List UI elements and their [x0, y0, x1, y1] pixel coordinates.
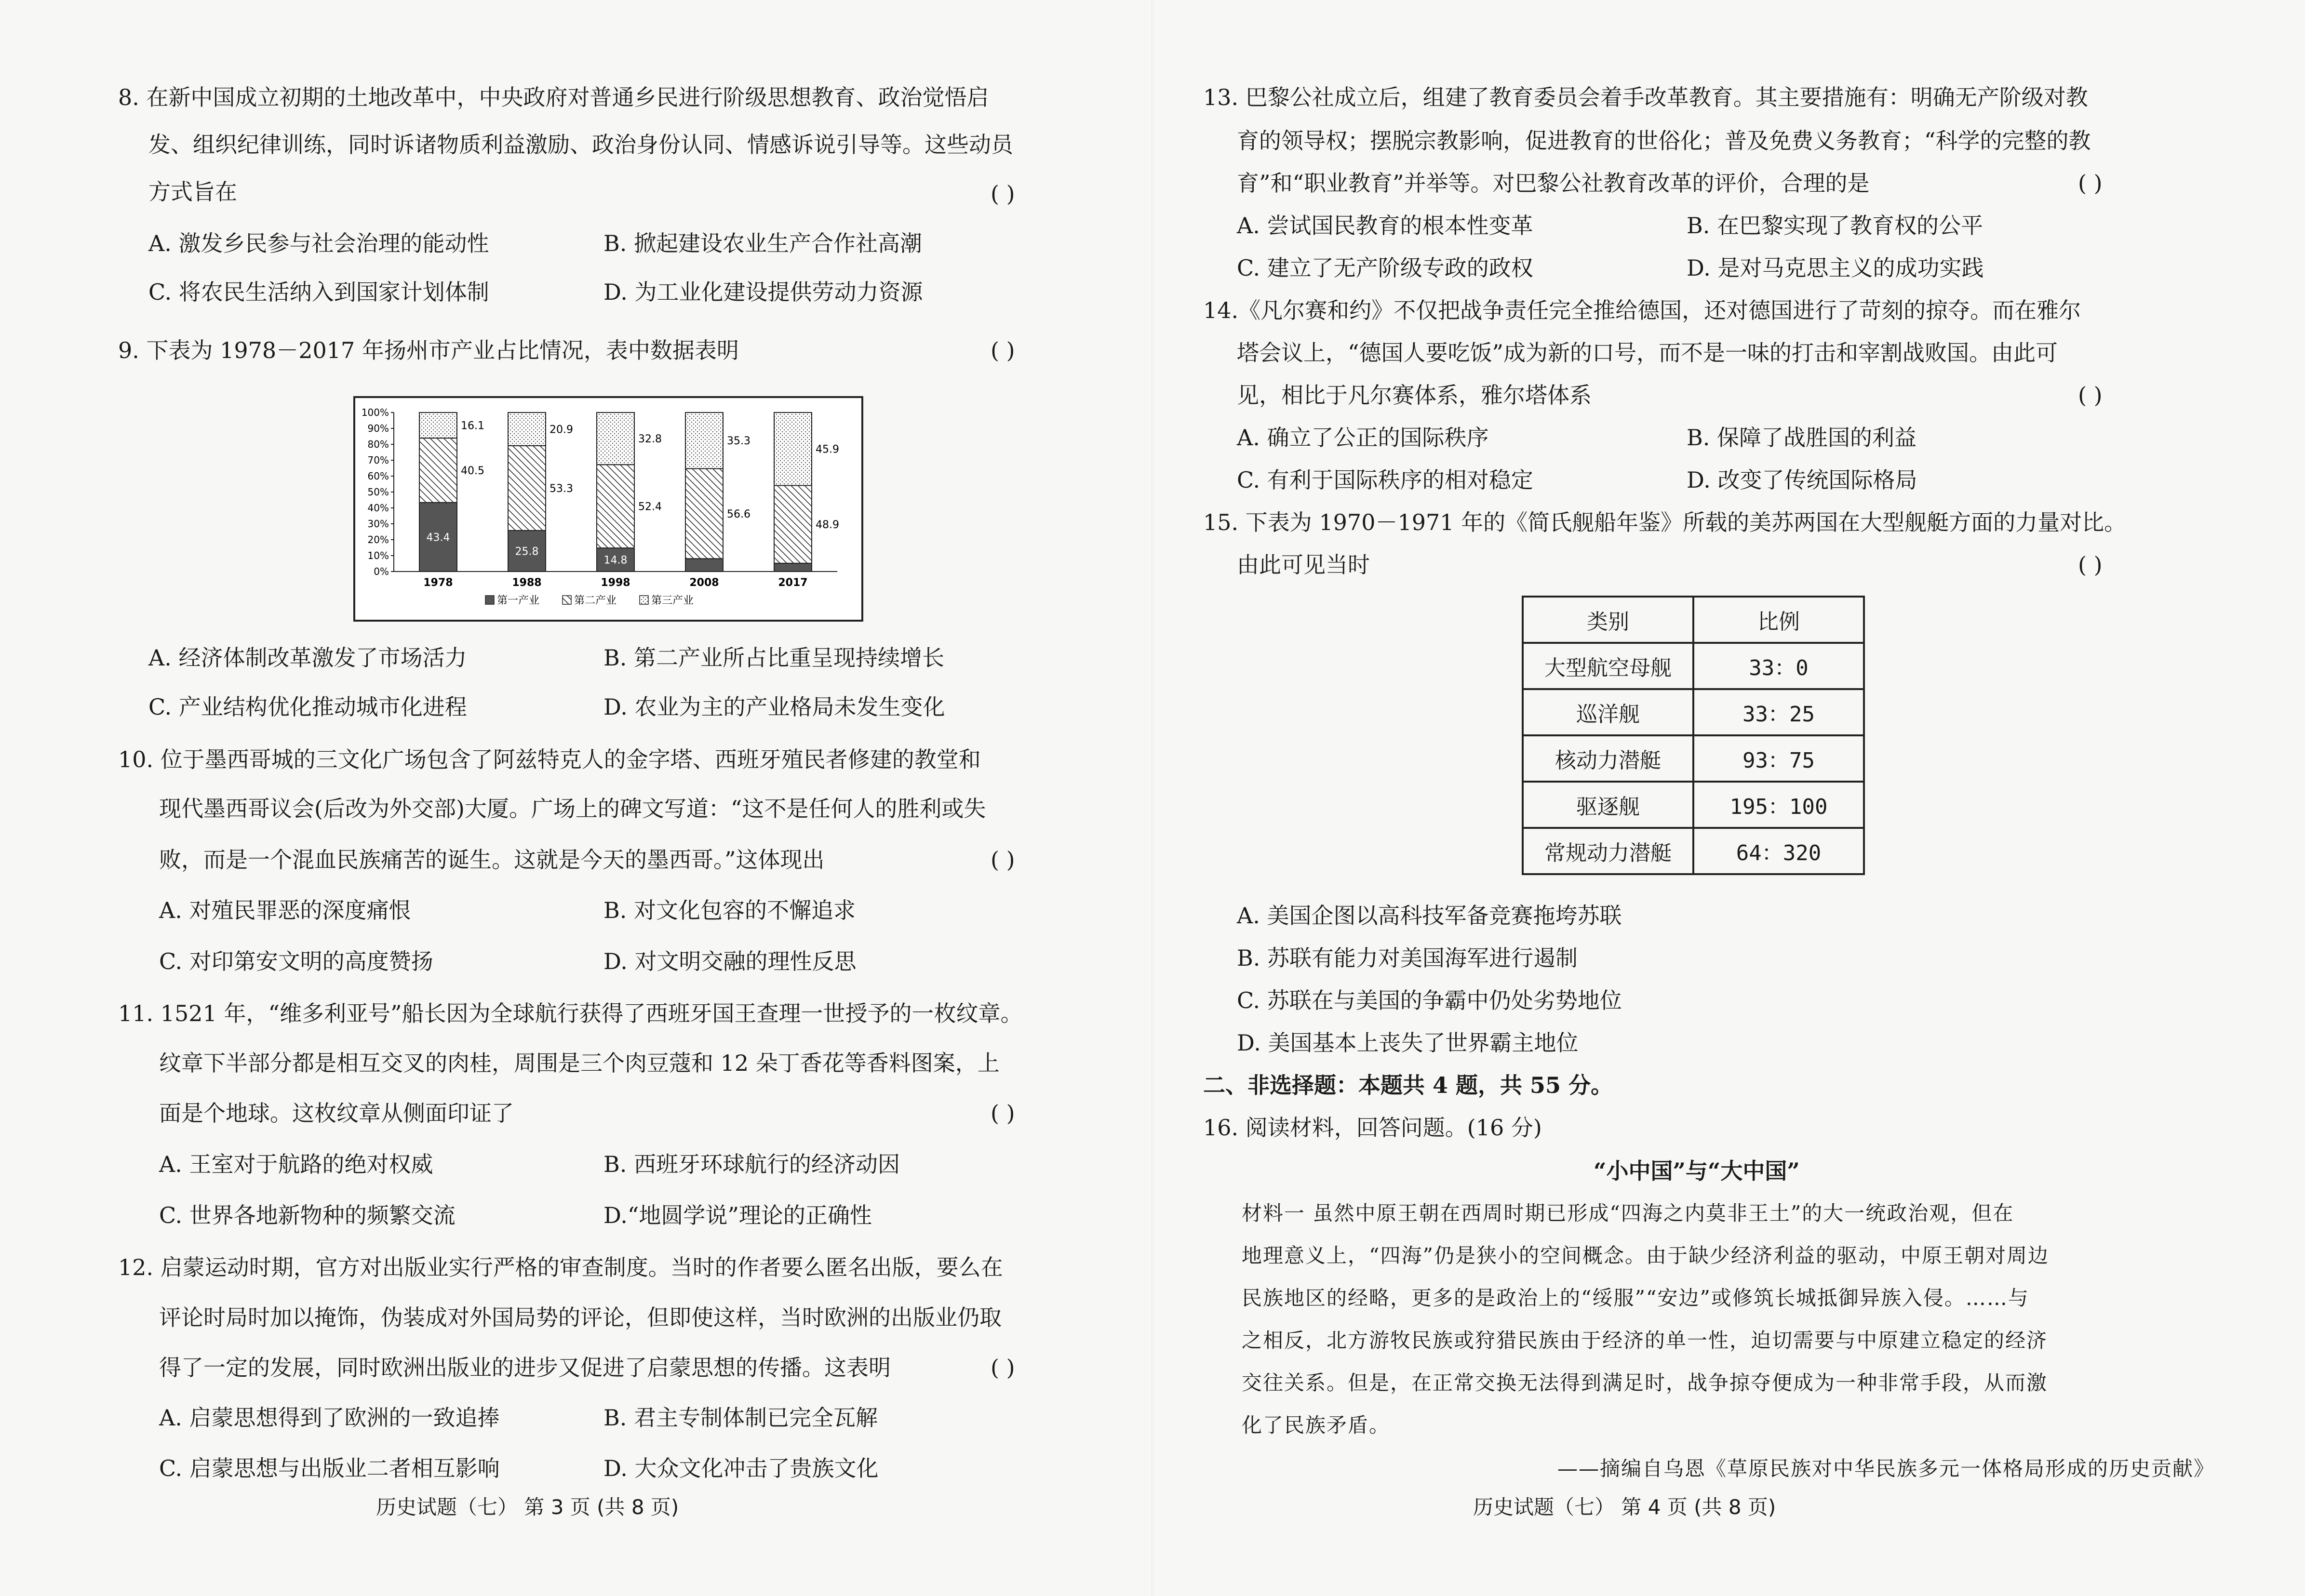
table-cell-category: 常规动力潜艇: [1523, 828, 1693, 874]
left-page-footer: 历史试题（七） 第 3 页 (共 8 页): [376, 1495, 679, 1519]
q16-material-line-6: 化了民族矛盾。: [1242, 1413, 1391, 1437]
q14-option-b[interactable]: B. 保障了战胜国的利益: [1687, 425, 1917, 451]
left-page: [0, 0, 1152, 1596]
data-label: 48.9: [816, 519, 839, 532]
data-label: 43.4: [426, 532, 450, 544]
table-header-row: [1523, 597, 1864, 643]
table-cell-ratio: 195：100: [1693, 782, 1864, 828]
q13-option-d[interactable]: D. 是对马克思主义的成功实践: [1687, 255, 1984, 281]
q10-line-2: 现代墨西哥议会(后改为外交部)大厦。广场上的碑文写道：“这不是任何人的胜利或失: [159, 796, 986, 822]
data-label: 14.8: [603, 554, 628, 567]
q15-option-d[interactable]: D. 美国基本上丧失了世界霸主地位: [1237, 1030, 1579, 1056]
q9-option-b[interactable]: B. 第二产业所占比重呈现持续增长: [603, 645, 945, 671]
q16-material-line-4: 之相反，北方游牧民族或狩猎民族由于经济的单一性，迫切需要与中原建立稳定的经济: [1242, 1329, 2048, 1352]
q9-option-a[interactable]: A. 经济体制改革激发了市场活力: [148, 645, 467, 671]
q13-option-c[interactable]: C. 建立了无产阶级专政的政权: [1237, 255, 1533, 281]
q16-material-source: ——摘编自乌恩《草原民族对中华民族多元一体格局形成的历史贡献》: [1557, 1457, 2215, 1480]
right-page: [1152, 0, 2305, 1596]
bar-segment: [685, 559, 723, 572]
q10-option-d[interactable]: D. 对文明交融的理性反思: [603, 948, 857, 974]
x-tick-label: 1998: [601, 577, 630, 589]
data-label: 35.3: [727, 435, 750, 448]
q10-option-b[interactable]: B. 对文化包容的不懈追求: [603, 897, 856, 923]
section-2-heading: 二、非选择题：本题共 4 题，共 55 分。: [1203, 1072, 1613, 1098]
legend-label: 第一产业: [497, 595, 540, 607]
q8-option-a[interactable]: A. 激发乡民参与社会治理的能动性: [148, 230, 489, 256]
q16-material-line-2: 地理意义上，“四海”仍是狭小的空间概念。由于缺少经济利益的驱动，中原王朝对周边: [1242, 1244, 2049, 1267]
industry-share-chart: [353, 396, 863, 622]
legend-label: 第二产业: [574, 595, 617, 607]
q11-line-1: 11. 1521 年，“维多利亚号”船长因为全球航行获得了西班牙国王查理一世授予的一枚纹章。: [118, 1000, 1023, 1026]
q8-line-3: 方式旨在: [148, 179, 237, 205]
data-label: 52.4: [638, 501, 662, 513]
y-tick-label: 10%: [367, 550, 389, 561]
y-tick-label: 50%: [367, 486, 389, 498]
table-cell-category: 巡洋舰: [1523, 689, 1693, 735]
ship-comparison-table: [1522, 596, 1865, 875]
table-row: [1523, 643, 1864, 689]
table-row: [1523, 782, 1864, 828]
q11-line-3: 面是个地球。这枚纹章从侧面印证了: [159, 1100, 514, 1126]
q10-answer-paren[interactable]: ( ): [991, 847, 1015, 873]
x-tick-label: 1978: [423, 577, 453, 589]
q11-option-b[interactable]: B. 西班牙环球航行的经济动因: [603, 1151, 900, 1177]
q12-option-d[interactable]: D. 大众文化冲击了贵族文化: [603, 1455, 879, 1481]
q14-line-1: 14.《凡尔赛和约》不仅把战争责任完全推给德国，还对德国进行了苛刻的掠夺。而在雅尔: [1203, 297, 2081, 323]
q14-option-c[interactable]: C. 有利于国际秩序的相对稳定: [1237, 467, 1533, 493]
q12-answer-paren[interactable]: ( ): [991, 1355, 1015, 1381]
y-tick-label: 40%: [367, 502, 389, 514]
q12-option-c[interactable]: C. 启蒙思想与出版业二者相互影响: [159, 1455, 500, 1481]
y-tick-label: 80%: [367, 439, 389, 450]
bar-segment: [774, 563, 812, 572]
q13-line-3: 育”和“职业教育”并举等。对巴黎公社教育改革的评价，合理的是: [1237, 170, 1870, 196]
q13-option-a[interactable]: A. 尝试国民教育的根本性变革: [1237, 213, 1533, 239]
table-header-category: 类别: [1523, 597, 1693, 643]
q15-option-c[interactable]: C. 苏联在与美国的争霸中仍处劣势地位: [1237, 987, 1622, 1013]
q10-option-c[interactable]: C. 对印第安文明的高度赞扬: [159, 948, 433, 974]
y-tick-label: 60%: [367, 470, 389, 482]
bar-segment: [508, 412, 546, 446]
q9-option-d[interactable]: D. 农业为主的产业格局未发生变化: [603, 694, 945, 720]
q14-option-a[interactable]: A. 确立了公正的国际秩序: [1237, 425, 1489, 451]
bar-segment: [597, 465, 634, 548]
bar-segment: [419, 438, 457, 503]
q11-option-d[interactable]: D.“地圆学说”理论的正确性: [603, 1202, 872, 1228]
table-cell-ratio: 93：75: [1693, 735, 1864, 782]
q8-option-d[interactable]: D. 为工业化建设提供劳动力资源: [603, 279, 923, 305]
q16-stem: 16. 阅读材料，回答问题。(16 分): [1203, 1115, 1542, 1141]
data-label: 45.9: [816, 443, 839, 456]
q13-answer-paren[interactable]: ( ): [2078, 170, 2103, 196]
q15-option-a[interactable]: A. 美国企图以高科技军备竞赛拖垮苏联: [1237, 903, 1622, 929]
data-label: 56.6: [727, 508, 750, 520]
q8-line-2: 发、组织纪律训练，同时诉诸物质利益激励、政治身份认同、情感诉说引导等。这些动员: [148, 132, 1013, 158]
legend-swatch: [563, 596, 571, 604]
x-tick-label: 2017: [778, 577, 808, 589]
legend-swatch: [640, 596, 648, 604]
q16-material-line-1: 材料一 虽然中原王朝在西周时期已形成“四海之内莫非王土”的大一统政治观，但在: [1242, 1201, 2014, 1225]
q12-line-1: 12. 启蒙运动时期，官方对出版业实行严格的审查制度。当时的作者要么匿名出版，要么在: [118, 1254, 1003, 1280]
bar-segment: [685, 468, 723, 559]
table-cell-ratio: 33：0: [1693, 643, 1864, 689]
x-tick-label: 1988: [512, 577, 542, 589]
table-cell-category: 驱逐舰: [1523, 782, 1693, 828]
q8-option-c[interactable]: C. 将农民生活纳入到国家计划体制: [148, 279, 489, 305]
table-row: [1523, 689, 1864, 735]
data-label: 25.8: [515, 545, 539, 558]
q13-option-b[interactable]: B. 在巴黎实现了教育权的公平: [1687, 213, 1983, 239]
q9-answer-paren[interactable]: ( ): [991, 337, 1015, 363]
q14-line-3: 见，相比于凡尔赛体系，雅尔塔体系: [1237, 382, 1592, 408]
table-cell-category: 核动力潜艇: [1523, 735, 1693, 782]
q9-option-c[interactable]: C. 产业结构优化推动城市化进程: [148, 694, 467, 720]
bar-segment: [685, 412, 723, 468]
table-row: [1523, 828, 1864, 874]
q10-line-1: 10. 位于墨西哥城的三文化广场包含了阿兹特克人的金字塔、西班牙殖民者修建的教堂和: [118, 746, 981, 772]
q11-option-c[interactable]: C. 世界各地新物种的频繁交流: [159, 1202, 456, 1228]
data-label: 32.8: [638, 433, 662, 446]
q11-line-2: 纹章下半部分都是相互交叉的肉桂，周围是三个肉豆蔻和 12 朵丁香花等香料图案，上: [159, 1050, 1000, 1076]
q16-material-title: “小中国”与“大中国”: [1594, 1158, 1800, 1184]
q15-line-1: 15. 下表为 1970－1971 年的《简氏舰船年鉴》所载的美苏两国在大型舰艇方面的力量对比。: [1203, 509, 2127, 535]
q10-option-a[interactable]: A. 对殖民罪恶的深度痛恨: [159, 897, 411, 923]
y-tick-label: 100%: [361, 407, 389, 418]
q8-answer-paren[interactable]: ( ): [991, 181, 1015, 207]
q13-line-2: 育的领导权；摆脱宗教影响，促进教育的世俗化；普及免费义务教育；“科学的完整的教: [1237, 128, 2091, 154]
q12-line-3: 得了一定的发展，同时欧洲出版业的进步又促进了启蒙思想的传播。这表明: [159, 1355, 891, 1381]
q11-option-a[interactable]: A. 王室对于航路的绝对权威: [159, 1151, 433, 1177]
bar-segment: [774, 412, 812, 485]
legend-label: 第三产业: [651, 595, 694, 607]
q13-line-1: 13. 巴黎公社成立后，组建了教育委员会着手改革教育。其主要措施有：明确无产阶级对教: [1203, 84, 2088, 110]
right-page-footer: 历史试题（七） 第 4 页 (共 8 页): [1473, 1495, 1776, 1519]
q16-material-line-3: 民族地区的经略，更多的是政治上的“绥服”“安边”或修筑长城抵御异族入侵。……与: [1242, 1286, 2029, 1310]
q14-line-2: 塔会议上，“德国人要吃饭”成为新的口号，而不是一味的打击和宰割战败国。由此可: [1237, 340, 2058, 366]
industry-share-chart-svg: [355, 398, 861, 620]
bar-segment: [597, 412, 634, 465]
q8-option-b[interactable]: B. 掀起建设农业生产合作社高潮: [603, 230, 923, 256]
data-label: 40.5: [461, 465, 484, 477]
data-label: 16.1: [461, 420, 484, 432]
q12-option-b[interactable]: B. 君主专制体制已完全瓦解: [603, 1405, 878, 1431]
q15-option-b[interactable]: B. 苏联有能力对美国海军进行遏制: [1237, 945, 1578, 971]
data-label: 20.9: [549, 424, 573, 436]
bar-segment: [774, 485, 812, 563]
table-cell-category: 大型航空母舰: [1523, 643, 1693, 689]
q11-answer-paren[interactable]: ( ): [991, 1100, 1015, 1126]
q8-line-1: 8. 在新中国成立初期的土地改革中，中央政府对普通乡民进行阶级思想教育、政治觉悟启: [118, 84, 989, 110]
q10-line-3: 败，而是一个混血民族痛苦的诞生。这就是今天的墨西哥。”这体现出: [159, 847, 825, 873]
y-tick-label: 20%: [367, 534, 389, 545]
y-tick-label: 0%: [374, 566, 389, 577]
data-label: 53.3: [549, 482, 573, 495]
q14-answer-paren[interactable]: ( ): [2078, 382, 2103, 408]
table-cell-ratio: 64：320: [1693, 828, 1864, 874]
q15-answer-paren[interactable]: ( ): [2078, 552, 2103, 578]
q12-option-a[interactable]: A. 启蒙思想得到了欧洲的一致追捧: [159, 1405, 500, 1431]
q9-line-1: 9. 下表为 1978－2017 年扬州市产业占比情况，表中数据表明: [118, 337, 739, 363]
q12-line-2: 评论时局时加以掩饰，伪装成对外国局势的评论，但即使这样，当时欧洲的出版业仍取: [159, 1304, 1002, 1330]
q16-material-line-5: 交往关系。但是，在正常交换无法得到满足时，战争掠夺便成为一种非常手段，从而激: [1242, 1371, 2048, 1395]
bar-segment: [419, 412, 457, 438]
x-tick-label: 2008: [689, 577, 719, 589]
table-header-ratio: 比例: [1693, 597, 1864, 643]
y-tick-label: 70%: [367, 454, 389, 466]
legend-swatch: [485, 596, 494, 604]
y-tick-label: 30%: [367, 518, 389, 530]
q14-option-d[interactable]: D. 改变了传统国际格局: [1687, 467, 1917, 493]
q15-line-2: 由此可见当时: [1237, 552, 1370, 578]
table-cell-ratio: 33：25: [1693, 689, 1864, 735]
y-tick-label: 90%: [367, 423, 389, 434]
table-row: [1523, 735, 1864, 782]
bar-segment: [508, 446, 546, 531]
